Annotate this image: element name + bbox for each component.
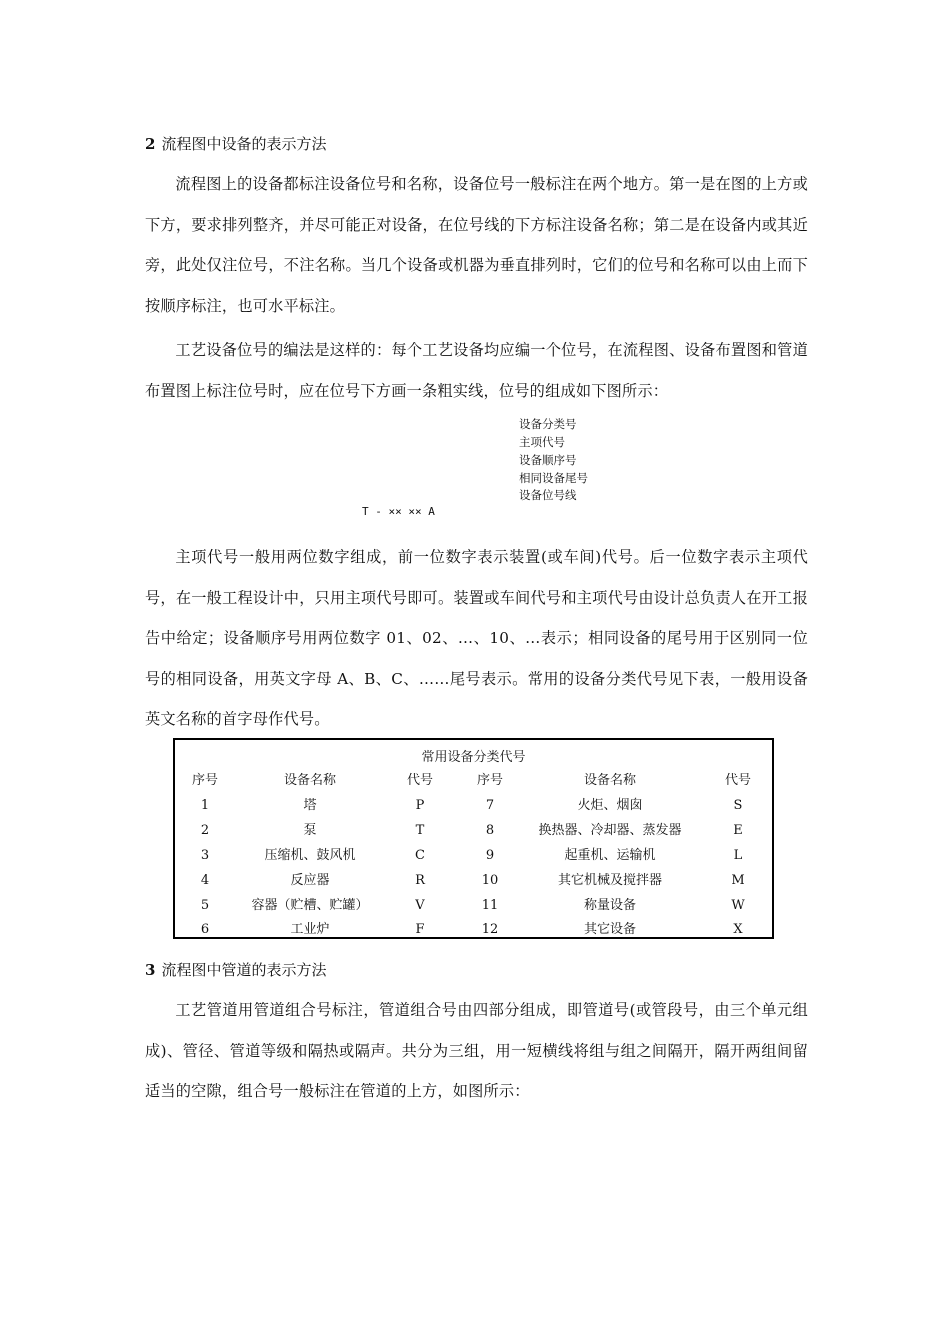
diagram-tag-code: T - ×× ×× A bbox=[362, 505, 435, 518]
table-cell: 5 bbox=[200, 898, 210, 913]
header-cell: 代号 bbox=[406, 773, 433, 788]
diagram-label-main-item: 主项代号 bbox=[519, 435, 565, 449]
table-cell: L bbox=[733, 848, 743, 863]
table-cell: X bbox=[733, 922, 743, 937]
table-cell: 1 bbox=[200, 798, 210, 813]
table-cell: 工业炉 bbox=[290, 922, 330, 937]
header-cell: 设备名称 bbox=[583, 773, 636, 788]
table-row bbox=[175, 917, 772, 942]
paragraph-code-explanation: 主项代号一般用两位数字组成，前一位数字表示装置(或车间)代号。后一位数字表示主项代号，在一般工程设计中，只用主项代号即可。装置或车间代号和主项代号由设计总负责人在开工报告中给定；设备顺序号用两位数字 01、02、…、10、…表示；相同设备的尾号用于区别同一位号的相同设备，用英文字母 A、B、C、……尾号表示。常用的设备分类代号见下表，一般用设备英文名称的首字母作代号。 bbox=[145, 548, 808, 728]
table-cell: V bbox=[415, 898, 425, 913]
table-row bbox=[175, 818, 772, 843]
table-cell: S bbox=[733, 798, 743, 813]
equipment-code-table bbox=[173, 738, 774, 939]
table-cell: 10 bbox=[481, 873, 499, 888]
table-header-row bbox=[175, 768, 772, 793]
table-cell: 起重机、运输机 bbox=[564, 848, 656, 863]
table-cell: C bbox=[415, 848, 425, 863]
table-cell: 9 bbox=[485, 848, 495, 863]
paragraph-tag-numbering: 工艺设备位号的编法是这样的：每个工艺设备均应编一个位号，在流程图、设备布置图和管道布置图上标注位号时，应在位号下方画一条粗实线，位号的组成如下图所示： bbox=[145, 341, 808, 400]
table-cell: 其它设备 bbox=[583, 922, 636, 937]
diagram-label-class: 设备分类号 bbox=[519, 417, 577, 431]
diagram-label-suffix: 相同设备尾号 bbox=[519, 471, 588, 485]
paragraph-equipment-labeling: 流程图上的设备都标注设备位号和名称，设备位号一般标注在两个地方。第一是在图的上方或下方，要求排列整齐，并尽可能正对设备，在位号线的下方标注设备名称；第二是在设备内或其近旁，此处仅注位号，不注名称。当几个设备或机器为垂直排列时，它们的位号和名称可以由上而下按顺序标注，也可水平标注。 bbox=[145, 175, 808, 315]
section-number: 2 bbox=[145, 135, 156, 153]
table-cell: 4 bbox=[200, 873, 210, 888]
table-cell: 11 bbox=[481, 898, 499, 913]
section-title: 流程图中管道的表示方法 bbox=[161, 961, 327, 979]
table-cell: 6 bbox=[200, 922, 210, 937]
header-cell: 序号 bbox=[476, 773, 503, 788]
section-title: 流程图中设备的表示方法 bbox=[161, 135, 327, 153]
table-cell: 火炬、烟囱 bbox=[577, 798, 643, 813]
section-number: 3 bbox=[145, 961, 156, 979]
header-cell: 设备名称 bbox=[283, 773, 336, 788]
table-cell: 其它机械及搅拌器 bbox=[557, 873, 662, 888]
diagram-label-tag-line: 设备位号线 bbox=[519, 488, 577, 502]
table-row bbox=[175, 868, 772, 893]
table-cell: 压缩机、鼓风机 bbox=[264, 848, 356, 863]
table-cell: M bbox=[731, 873, 745, 888]
table-cell: 塔 bbox=[303, 798, 317, 813]
table-cell: E bbox=[733, 823, 743, 838]
table-cell: 泵 bbox=[303, 823, 317, 838]
table-cell: 12 bbox=[481, 922, 499, 937]
table-cell: T bbox=[415, 823, 425, 838]
section-2-heading bbox=[145, 134, 326, 154]
table-caption: 常用设备分类代号 bbox=[421, 750, 526, 765]
diagram-label-sequence: 设备顺序号 bbox=[519, 453, 577, 467]
table-cell: 2 bbox=[200, 823, 210, 838]
table-cell: P bbox=[415, 798, 425, 813]
table-cell: 称量设备 bbox=[583, 898, 636, 913]
table-cell: 换热器、冷却器、蒸发器 bbox=[538, 823, 682, 838]
table-row bbox=[175, 893, 772, 918]
table-cell: 3 bbox=[200, 848, 210, 863]
header-cell: 代号 bbox=[724, 773, 751, 788]
table-cell: 8 bbox=[485, 823, 495, 838]
section-3-heading bbox=[145, 960, 326, 980]
header-cell: 序号 bbox=[191, 773, 218, 788]
table-cell: W bbox=[731, 898, 745, 913]
table-row bbox=[175, 793, 772, 818]
table-cell: 7 bbox=[485, 798, 495, 813]
paragraph-pipe-labeling: 工艺管道用管道组合号标注，管道组合号由四部分组成，即管道号(或管段号，由三个单元组成)、管径、管道等级和隔热或隔声。共分为三组，用一短横线将组与组之间隔开，隔开两组间留适当的空隙，组合号一般标注在管道的上方，如图所示： bbox=[145, 1001, 808, 1100]
table-cell: 反应器 bbox=[290, 873, 330, 888]
table-row bbox=[175, 843, 772, 868]
table-cell: R bbox=[415, 873, 425, 888]
table-cell: 容器（贮槽、贮罐） bbox=[251, 898, 369, 913]
table-cell: F bbox=[415, 922, 425, 937]
